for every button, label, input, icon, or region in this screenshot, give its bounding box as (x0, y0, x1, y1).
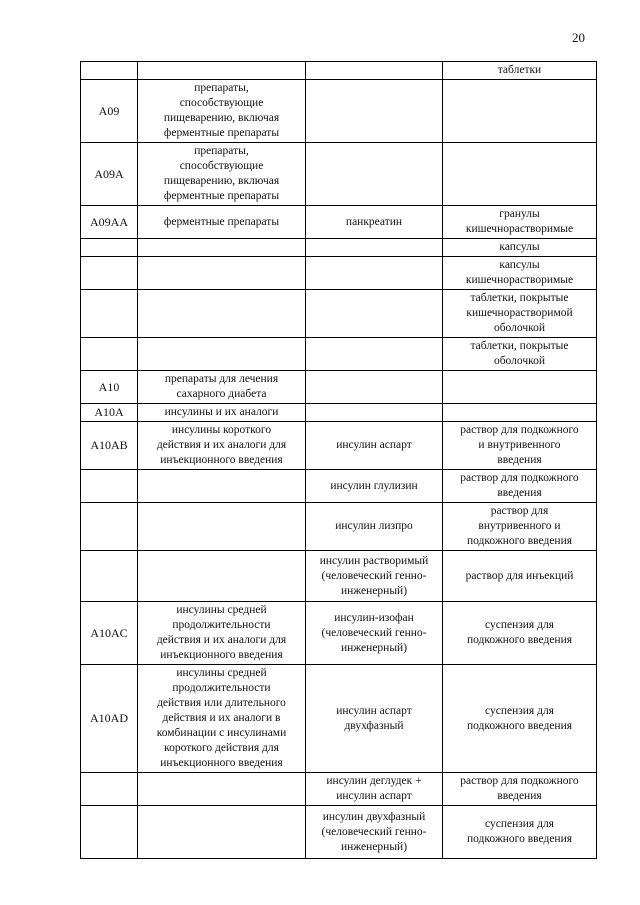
group-cell: препараты для лечения сахарного диабета (138, 371, 306, 404)
atc-code-cell (81, 470, 138, 503)
drug-cell (306, 62, 443, 80)
table-row (81, 503, 597, 551)
drug-cell (306, 290, 443, 338)
table-row (81, 371, 597, 404)
group-cell: препараты, способствующие пищеварению, включая ферментные препараты (138, 143, 306, 206)
group-cell: препараты, способствующие пищеварению, включая ферментные препараты (138, 80, 306, 143)
drug-cell: инсулин-изофан (человеческий генно- инженерный) (306, 602, 443, 665)
table-row (81, 665, 597, 773)
drug-cell (306, 257, 443, 290)
dosage-form-cell: раствор для подкожного введения (443, 773, 597, 806)
dosage-form-cell: суспензия для подкожного введения (443, 806, 597, 859)
drug-cell: инсулин аспарт (306, 422, 443, 470)
atc-code-cell (81, 290, 138, 338)
atc-code-cell: A09 (81, 80, 138, 143)
atc-code-cell: A09A (81, 143, 138, 206)
drug-cell: инсулин глулизин (306, 470, 443, 503)
drug-cell (306, 338, 443, 371)
drug-cell: панкреатин (306, 206, 443, 239)
table-row (81, 404, 597, 422)
dosage-form-cell: таблетки, покрытые оболочкой (443, 338, 597, 371)
drug-cell (306, 371, 443, 404)
group-cell (138, 470, 306, 503)
table-row (81, 257, 597, 290)
atc-code-cell (81, 503, 138, 551)
atc-code-cell: A09AA (81, 206, 138, 239)
table-row (81, 80, 597, 143)
group-cell: инсулины и их аналоги (138, 404, 306, 422)
table-row (81, 470, 597, 503)
table-row (81, 206, 597, 239)
atc-code-cell: A10A (81, 404, 138, 422)
group-cell (138, 773, 306, 806)
group-cell: инсулины средней продолжительности действия или длительного действия и их аналоги в комбинации с инсулинами короткого действия для инъекционного введения (138, 665, 306, 773)
group-cell: инсулины средней продолжительности действия и их аналоги для инъекционного введения (138, 602, 306, 665)
dosage-form-cell: капсулы (443, 239, 597, 257)
drug-cell (306, 239, 443, 257)
table-row (81, 290, 597, 338)
atc-code-cell: A10AD (81, 665, 138, 773)
medication-table (80, 61, 597, 859)
atc-code-cell (81, 551, 138, 602)
atc-code-cell (81, 338, 138, 371)
atc-code-cell (81, 239, 138, 257)
page-number: 20 (572, 30, 585, 45)
atc-code-cell: A10 (81, 371, 138, 404)
drug-cell: инсулин аспарт двухфазный (306, 665, 443, 773)
table-row (81, 338, 597, 371)
table-row (81, 806, 597, 859)
atc-code-cell (81, 806, 138, 859)
table-row (81, 239, 597, 257)
group-cell (138, 257, 306, 290)
table-row (81, 422, 597, 470)
dosage-form-cell: гранулы кишечнорастворимые (443, 206, 597, 239)
group-cell (138, 806, 306, 859)
dosage-form-cell: раствор для подкожного и внутривенного введения (443, 422, 597, 470)
atc-code-cell: A10AC (81, 602, 138, 665)
dosage-form-cell: суспензия для подкожного введения (443, 602, 597, 665)
dosage-form-cell: таблетки (443, 62, 597, 80)
dosage-form-cell (443, 404, 597, 422)
atc-code-cell: A10AB (81, 422, 138, 470)
group-cell (138, 338, 306, 371)
atc-code-cell (81, 62, 138, 80)
dosage-form-cell (443, 80, 597, 143)
drug-cell (306, 80, 443, 143)
drug-cell (306, 143, 443, 206)
drug-cell (306, 404, 443, 422)
drug-cell: инсулин растворимый (человеческий генно- инженерный) (306, 551, 443, 602)
group-cell (138, 239, 306, 257)
group-cell (138, 290, 306, 338)
dosage-form-cell (443, 143, 597, 206)
dosage-form-cell: суспензия для подкожного введения (443, 665, 597, 773)
atc-code-cell (81, 257, 138, 290)
group-cell (138, 503, 306, 551)
group-cell (138, 62, 306, 80)
table-row (81, 773, 597, 806)
drug-cell: инсулин деглудек + инсулин аспарт (306, 773, 443, 806)
table-row (81, 602, 597, 665)
atc-code-cell (81, 773, 138, 806)
group-cell: инсулины короткого действия и их аналоги для инъекционного введения (138, 422, 306, 470)
dosage-form-cell: раствор для подкожного введения (443, 470, 597, 503)
drug-cell: инсулин двухфазный (человеческий генно- инженерный) (306, 806, 443, 859)
table-row (81, 143, 597, 206)
dosage-form-cell: раствор для внутривенного и подкожного введения (443, 503, 597, 551)
dosage-form-cell: раствор для инъекций (443, 551, 597, 602)
dosage-form-cell: капсулы кишечнорастворимые (443, 257, 597, 290)
table-row (81, 551, 597, 602)
drug-cell: инсулин лизпро (306, 503, 443, 551)
table-row (81, 62, 597, 80)
dosage-form-cell (443, 371, 597, 404)
group-cell: ферментные препараты (138, 206, 306, 239)
dosage-form-cell: таблетки, покрытые кишечнорастворимой оболочкой (443, 290, 597, 338)
group-cell (138, 551, 306, 602)
